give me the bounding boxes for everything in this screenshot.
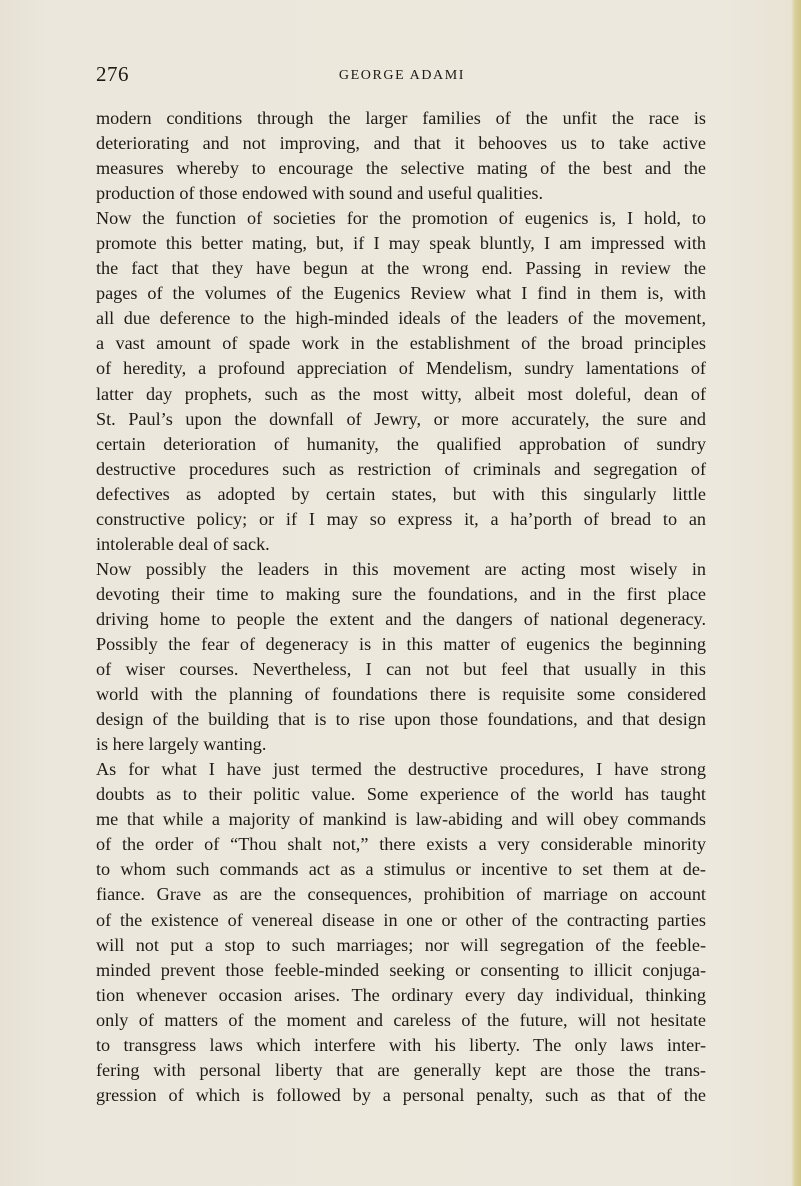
text-line: fering with personal liberty that are generally kept are those the trans- xyxy=(96,1059,706,1080)
page-number: 276 xyxy=(96,62,129,86)
running-head: GEORGE ADAMI xyxy=(338,68,466,83)
text-line: pages of the volumes of the Eugenics Review what I find in them is, with xyxy=(96,283,706,304)
page-edge xyxy=(791,0,801,1186)
text-line: will not put a stop to such marriages; nor will segregation of the feeble- xyxy=(96,934,706,955)
text-line: devoting their time to making sure the foundations, and in the first place xyxy=(96,583,706,604)
text-line: of the existence of venereal disease in one or other of the contracting parties xyxy=(96,909,706,930)
text-line: modern conditions through the larger families of the unfit the race is xyxy=(96,108,706,128)
text-line: of wiser courses. Nevertheless, I can not but feel that usually in this xyxy=(96,659,706,680)
text-line: driving home to people the extent and the dangers of national degeneracy. xyxy=(96,608,706,629)
text-line: of the order of “Thou shalt not,” there exists a very considerable minority xyxy=(96,834,706,855)
page-header xyxy=(96,62,708,92)
text-line: minded prevent those feeble-minded seeking or consenting to illicit conjuga- xyxy=(96,959,706,980)
text-line: to transgress laws which interfere with his liberty. The only laws inter- xyxy=(96,1034,706,1055)
text-line: only of matters of the moment and careless of the future, will not hesitate xyxy=(96,1009,706,1030)
text-line: is here largely wanting. xyxy=(96,734,267,755)
text-line: gression of which is followed by a personal penalty, such as that of the xyxy=(96,1084,706,1105)
text-line: tion whenever occasion arises. The ordinary every day individual, thinking xyxy=(96,984,706,1005)
text-line: Possibly the fear of degeneracy is in this matter of eugenics the beginning xyxy=(96,633,706,654)
text-line: measures whereby to encourage the selective mating of the best and the xyxy=(96,158,706,179)
text-line: me that while a majority of mankind is law-abiding and will obey commands xyxy=(96,809,706,830)
text-line: destructive procedures such as restriction of criminals and segregation of xyxy=(96,458,706,479)
text-line: As for what I have just termed the destructive procedures, I have strong xyxy=(96,759,706,780)
text-line: latter day prophets, such as the most witty, albeit most doleful, dean of xyxy=(96,383,706,404)
text-line: to whom such commands act as a stimulus or incentive to set them at de- xyxy=(96,859,706,880)
text-line: doubts as to their politic value. Some experience of the world has taught xyxy=(96,784,706,805)
text-line: design of the building that is to rise upon those foundations, and that design xyxy=(96,709,706,730)
text-line: constructive policy; or if I may so express it, a ha’porth of bread to an xyxy=(96,508,706,529)
text-line: intolerable deal of sack. xyxy=(96,533,270,554)
text-line: Now possibly the leaders in this movement are acting most wisely in xyxy=(96,558,706,579)
text-line: St. Paul’s upon the downfall of Jewry, or more accurately, the sure and xyxy=(96,408,706,429)
text-line: certain deterioration of humanity, the qualified approbation of sundry xyxy=(96,433,706,454)
text-line: deteriorating and not improving, and that it behooves us to take active xyxy=(96,133,706,154)
text-line: promote this better mating, but, if I may speak bluntly, I am impressed with xyxy=(96,233,706,254)
text-line: all due deference to the high-minded ideals of the leaders of the movement, xyxy=(96,308,706,329)
text-line: world with the planning of foundations there is requisite some considered xyxy=(96,684,706,705)
text-line: Now the function of societies for the promotion of eugenics is, I hold, to xyxy=(96,208,706,229)
text-line: fiance. Grave as are the consequences, prohibition of marriage on account xyxy=(96,884,706,905)
text-line: the fact that they have begun at the wrong end. Passing in review the xyxy=(96,258,706,279)
body-text xyxy=(96,106,706,1108)
text-line: production of those endowed with sound and useful qualities. xyxy=(96,183,544,204)
text-line: defectives as adopted by certain states, but with this singularly little xyxy=(96,483,706,504)
text-line: a vast amount of spade work in the establishment of the broad principles xyxy=(96,333,706,354)
text-line: of heredity, a profound appreciation of Mendelism, sundry lamentations of xyxy=(96,358,706,379)
